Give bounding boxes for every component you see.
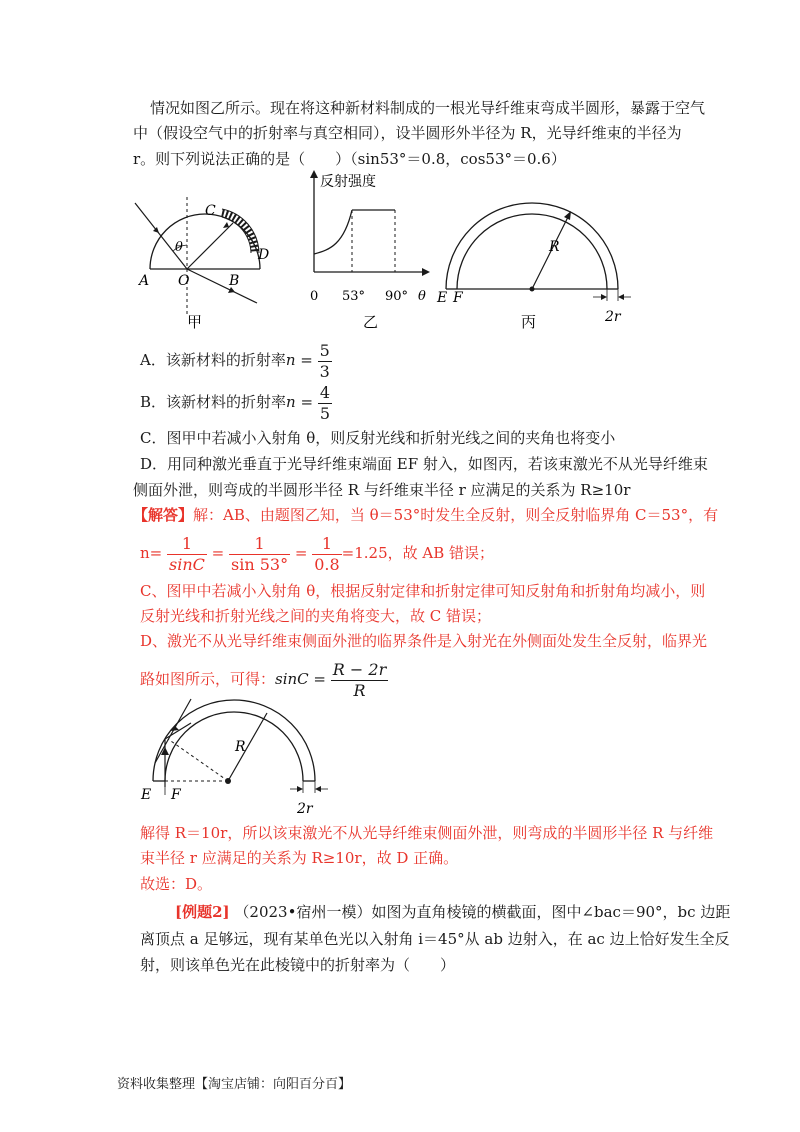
footer: 资料收集整理【淘宝店铺：向阳百分百】 — [117, 1077, 352, 1092]
jia-label-theta: θ — [175, 240, 183, 255]
yi-y-label: 反射强度 — [320, 174, 376, 190]
answer-f1-den: sinC — [169, 554, 205, 574]
answer-line-1-text: 解：AB、由题图乙知，当 θ＝53°时发生全反射，则全反射临界角 C＝53°，有 — [193, 506, 719, 524]
intro-line-3: r。则下列说法正确的是（ ）（sin53°＝0.8，cos53°＝0.6） — [133, 150, 566, 168]
bing-label-f: F — [453, 290, 463, 306]
bing-label-2r: 2r — [605, 309, 621, 325]
option-b-var: n — [286, 393, 296, 411]
answer-d2-num: R − 2r — [332, 659, 387, 679]
option-a: A．该新材料的折射率n = $\frac{5}{3}$ — [140, 340, 330, 381]
bing-label-r: R — [549, 239, 560, 255]
jia-label-b: B — [229, 273, 240, 289]
answer-fig-label-f: F — [171, 787, 181, 803]
answer-f1-num: 1 — [167, 534, 207, 555]
answer-n-suffix: =1.25，故 AB 错误； — [341, 544, 494, 562]
answer-c-line-2: 反射光线和折射光线之间的夹角将变大，故 C 错误； — [140, 607, 492, 625]
answer-n-prefix: n= — [140, 544, 163, 562]
intro-line-1: 情况如图乙所示。现在将这种新材料制成的一根光导纤维束弯成半圆形，暴露于空气 — [150, 99, 706, 117]
option-a-den: 3 — [319, 361, 330, 381]
answer-d2-lhs: sinC = — [275, 670, 326, 688]
option-b: B．该新材料的折射率n = $\frac{4}{5}$ — [140, 382, 330, 423]
answer-e-line-1: 解得 R＝10r，所以该束激光不从光导纤维束侧面外泄，则弯成的半圆形半径 R 与纤维 — [140, 824, 714, 842]
yi-caption: 乙 — [363, 313, 379, 331]
answer-f2-den: sin 53° — [231, 554, 289, 574]
option-a-var: n — [285, 351, 296, 369]
answer-fig-label-2r: 2r — [297, 801, 313, 817]
figure-answer — [135, 695, 335, 825]
example2-line-1-text: （2023•宿州一模）如图为直角棱镜的横截面，图中∠bac＝90°，bc 边距 — [234, 903, 731, 921]
answer-choice: 故选：D。 — [140, 875, 213, 893]
yi-tick-90: 90° — [385, 289, 409, 304]
answer-tag: 【解答】 — [133, 506, 194, 524]
jia-label-c: C — [205, 203, 216, 219]
bing-label-e: E — [437, 290, 448, 306]
yi-tick-53: 53° — [342, 289, 366, 304]
intro-line-2: 中（假设空气中的折射率与真空相同），设半圆形外半径为 R，光导纤维束的半径为 — [133, 124, 682, 142]
jia-label-a: A — [139, 273, 150, 289]
option-b-num: 4 — [319, 382, 330, 402]
example2-line-1 — [175, 901, 730, 923]
yi-tick-0: 0 — [310, 289, 319, 304]
bing-caption: 丙 — [521, 313, 537, 331]
jia-caption: 甲 — [187, 313, 203, 331]
answer-fig-label-e: E — [141, 787, 152, 803]
answer-f3-den: 0.8 — [314, 554, 340, 574]
example2-tag: [例题2] — [175, 903, 230, 921]
example2-line-2: 离顶点 a 足够远，现有某单色光以入射角 i＝45°从 ab 边射入，在 ac 边上恰好发生全反 — [140, 930, 730, 948]
option-b-den: 5 — [319, 403, 330, 423]
option-c: C．图甲中若减小入射角 θ，则反射光线和折射光线之间的夹角也将变小 — [140, 429, 616, 447]
figure-jia — [125, 175, 275, 335]
option-d-line-1: D．用同种激光垂直于光导纤维束端面 EF 射入，如图丙，若该束激光不从光导纤维束 — [140, 455, 708, 473]
yi-x-var: θ — [418, 289, 426, 304]
option-b-prefix: B．该新材料的折射率 — [140, 393, 287, 411]
answer-f2-num: 1 — [229, 534, 290, 555]
answer-c-line-1: C、图甲中若减小入射角 θ，根据反射定律和折射定律可知反射角和折射角均减小，则 — [140, 582, 706, 600]
answer-e-line-2: 束半径 r 应满足的关系为 R≥10r，故 D 正确。 — [140, 849, 459, 867]
figure-bing — [433, 175, 633, 335]
jia-label-o: O — [178, 273, 190, 289]
answer-line-1 — [133, 504, 718, 526]
answer-fig-label-r: R — [235, 739, 246, 755]
answer-f3-num: 1 — [312, 534, 341, 555]
example2-line-3: 射，则该单色光在此棱镜中的折射率为（ ） — [140, 956, 456, 974]
jia-label-d: D — [258, 247, 270, 263]
figure-yi — [300, 168, 440, 333]
answer-d-line-1: D、激光不从光导纤维束侧面外泄的临界条件是入射光在外侧面处发生全反射，临界光 — [140, 632, 708, 650]
answer-d2-den: R — [353, 680, 366, 700]
option-a-prefix: A．该新材料的折射率 — [140, 351, 286, 369]
option-a-num: 5 — [319, 340, 330, 360]
option-d-line-2: 侧面外泄，则弯成的半圆形半径 R 与纤维束半径 r 应满足的关系为 R≥10r — [133, 481, 631, 499]
answer-d2-prefix: 路如图所示，可得： — [140, 670, 276, 688]
answer-n-equation: n= $\frac{1}{\sin C}$ = $\frac{1}{\sin 53^\circ}$ = $\frac{1}{0.8}$ =1.25，故 AB 错误； — [140, 533, 494, 574]
